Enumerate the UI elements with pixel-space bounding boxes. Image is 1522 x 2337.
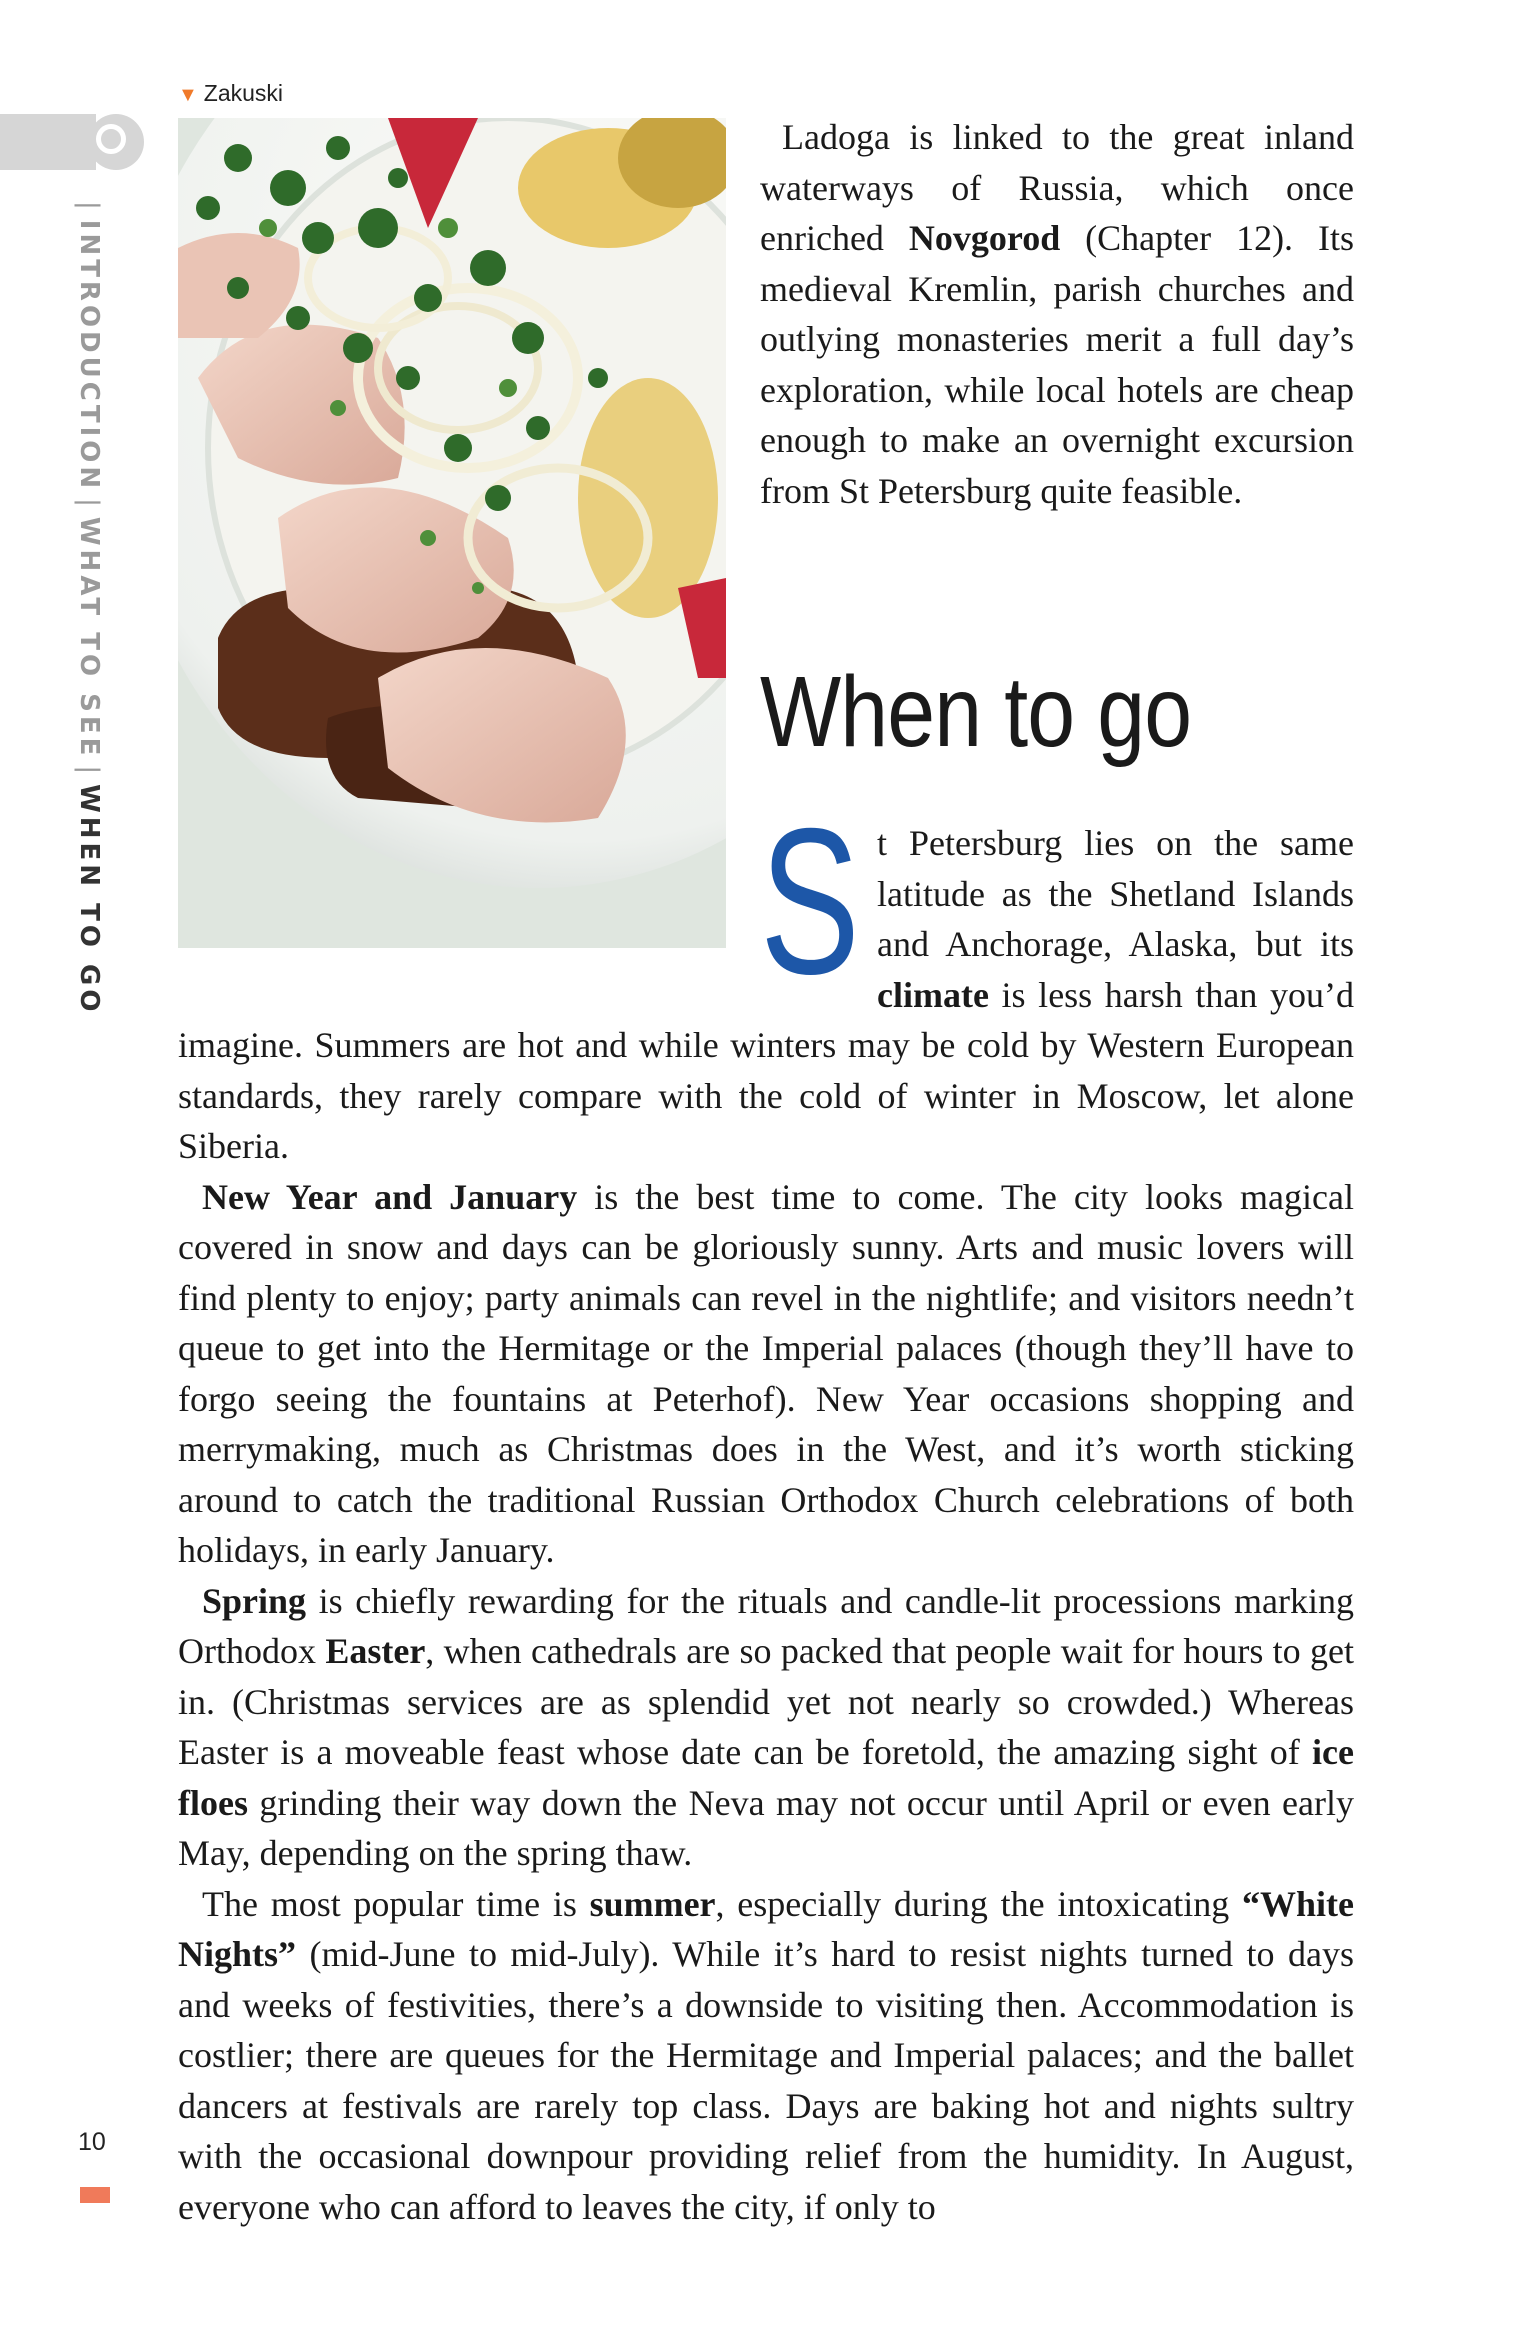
january-paragraph [178, 1172, 1354, 1576]
intro-line: latitude as the Shetland Islands [877, 873, 1354, 914]
intro-line [877, 970, 1354, 1021]
bold-novgorod: Novgorod [908, 218, 1061, 258]
text-run: Ladoga is linked to the great inland waterways of Russia, which once enriched [760, 117, 1354, 258]
zakuski-image [178, 118, 726, 948]
breadcrumb-what-to-see: WHAT TO SEE [74, 516, 104, 760]
bold-new-year: New Year and January [202, 1176, 578, 1217]
bold-easter: Easter [325, 1631, 426, 1671]
side-tab [0, 114, 96, 170]
ladoga-paragraph [760, 112, 1354, 516]
bold-summer: summer [589, 1883, 716, 1924]
photo-caption [178, 80, 283, 107]
summer-paragraph [178, 1879, 1354, 2233]
intro-continuation: imagine. Summers are hot and while winters may be cold by Western European standards, they rarely compare with the cold of winter in Moscow, let alone Siberia. [178, 1025, 1354, 1166]
page-title: When to go [760, 656, 1192, 768]
body-text [178, 1020, 1354, 2232]
text-run: (Chapter 12). Its medieval Kremlin, parish churches and outlying monasteries merit a full day’s exploration, while local hotels are cheap enough to make an overnight excursion from St Petersburg quite feasible. [760, 218, 1354, 511]
breadcrumb-when-to-go: WHEN TO GO [74, 784, 104, 1016]
text-run: is the best time to come. The city looks magical covered in snow and days can be gloriously sunny. Arts and music lovers will find plenty to enjoy; party animals can revel in the nightlife; and visitors needn’t queue to get into the Hermitage or the Imperial palaces (though they’ll have to forgo seeing the fountains at Peterhof). New Year occasions shopping and merrymaking, much as Christmas does in the West, and it’s worth sticking around to catch the traditional Russian Orthodox Church celebrations of both holidays, in early January. [178, 1176, 1354, 1570]
bold-white-nights: “White Nights” [178, 1883, 1354, 1974]
text-run: The most popular time is [202, 1883, 590, 1924]
text-run: is chiefly rewarding for the rituals and candle-lit processions marking Orthodox [178, 1580, 1354, 1671]
page-marker [80, 2187, 110, 2203]
page-number: 10 [78, 2128, 106, 2156]
triangle-down-icon: ▼ [178, 84, 198, 106]
breadcrumb-introduction: INTRODUCTION [74, 219, 104, 493]
text-run: is less harsh than you’d [988, 974, 1354, 1015]
intro-line: and Anchorage, Alaska, but its [877, 924, 1354, 964]
bold-spring: Spring [202, 1580, 307, 1621]
side-breadcrumb: |INTRODUCTION|WHAT TO SEE|WHEN TO GO [74, 201, 104, 1016]
circle-icon [96, 124, 126, 154]
bold-ice-floes: ice floes [178, 1732, 1354, 1823]
text-run: , when cathedrals are so packed that people wait for hours to get in. (Christmas services are as splendid yet not nearly so crowded.) Whereas Easter is a moveable feast whose date can be foretold, the amazing sight of [178, 1631, 1354, 1772]
text-run: (mid-June to mid-July). While it’s hard to resist nights turned to days and weeks of festivities, there’s a downside to visiting then. Accommodation is costlier; there are queues for the Hermitage and Imperial palaces; and the ballet dancers at festivals are rarely top class. Days are baking hot and nights sultry with the occasional downpour providing relief from the humidity. In August, everyone who can afford to leaves the city, if only to [178, 1934, 1354, 2227]
text-run: grinding their way down the Neva may not occur until April or even early May, depending on the spring thaw. [178, 1782, 1354, 1873]
caption-text: Zakuski [203, 80, 284, 106]
spring-paragraph [178, 1576, 1354, 1879]
intro-lines [877, 818, 1354, 1020]
zakuski-photo [178, 118, 726, 948]
text-run: , especially during the intoxicating [715, 1883, 1242, 1924]
bold-climate: climate [877, 974, 989, 1015]
intro-line: t Petersburg lies on the same [877, 823, 1354, 863]
drop-cap: S [760, 786, 860, 1018]
